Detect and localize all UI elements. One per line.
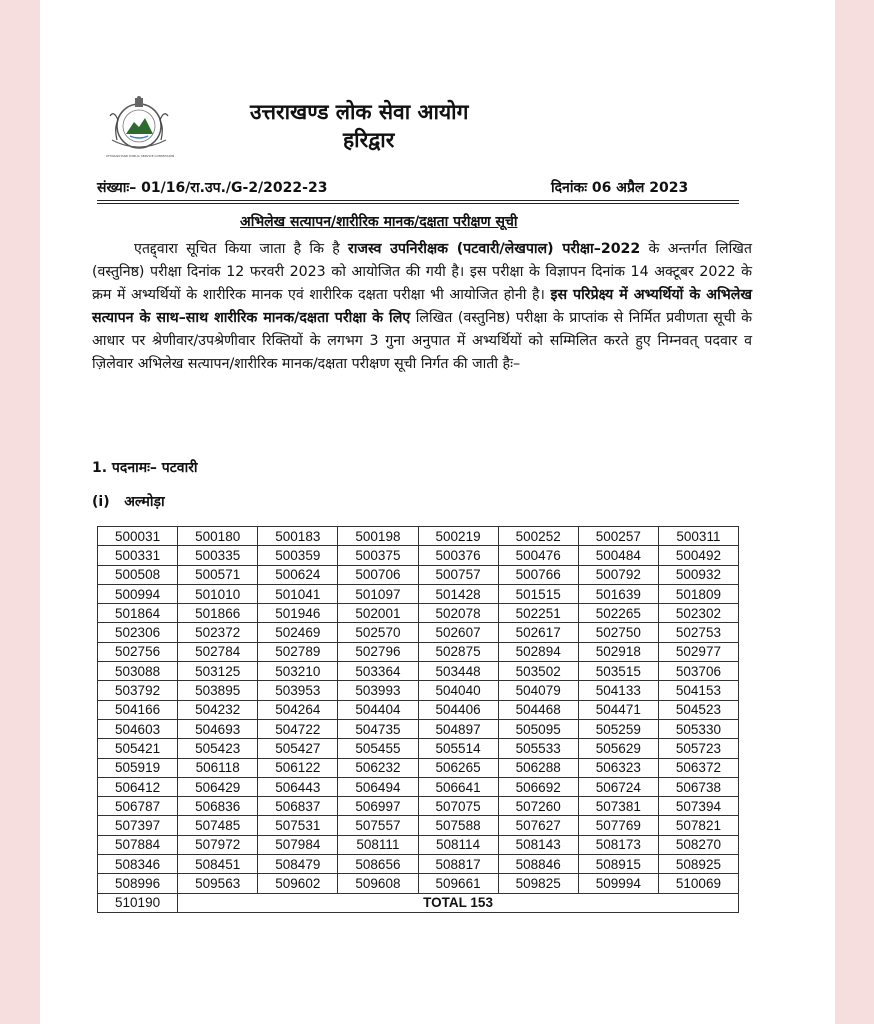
header-divider-second bbox=[97, 203, 739, 204]
roll-number-cell: 504603 bbox=[98, 719, 178, 738]
roll-number-cell: 506232 bbox=[338, 758, 418, 777]
roll-number-cell: 509608 bbox=[338, 874, 418, 893]
roll-number-cell: 506724 bbox=[578, 777, 658, 796]
roll-number-cell: 500183 bbox=[258, 527, 338, 546]
paragraph-text: एतद्द्वारा सूचित किया जाता है कि है bbox=[134, 241, 348, 257]
table-row bbox=[98, 642, 739, 661]
roll-number-cell: 500932 bbox=[658, 565, 738, 584]
roll-number-cell: 502784 bbox=[178, 642, 258, 661]
commission-emblem-icon bbox=[104, 96, 174, 154]
table-row bbox=[98, 681, 739, 700]
roll-number-cell: 501097 bbox=[338, 584, 418, 603]
table-row bbox=[98, 816, 739, 835]
table-row bbox=[98, 835, 739, 854]
roll-number-cell: 500331 bbox=[98, 546, 178, 565]
roll-number-cell: 507531 bbox=[258, 816, 338, 835]
roll-number-cell: 506837 bbox=[258, 797, 338, 816]
roll-number-cell: 506641 bbox=[418, 777, 498, 796]
roll-number-cell: 500757 bbox=[418, 565, 498, 584]
roll-number-cell: 500252 bbox=[498, 527, 578, 546]
roll-number-cell: 502372 bbox=[178, 623, 258, 642]
organization-place: हरिद्वार bbox=[343, 128, 395, 152]
roll-number-cell: 508817 bbox=[418, 855, 498, 874]
roll-number-cell: 507394 bbox=[658, 797, 738, 816]
table-row bbox=[98, 662, 739, 681]
roll-number-cell: 502469 bbox=[258, 623, 338, 642]
roll-number-cell: 502753 bbox=[658, 623, 738, 642]
roll-number-cell: 500484 bbox=[578, 546, 658, 565]
notice-paragraph bbox=[92, 238, 752, 376]
roll-number-cell: 508479 bbox=[258, 855, 338, 874]
roll-number-cell: 504040 bbox=[418, 681, 498, 700]
roll-number-cell: 502750 bbox=[578, 623, 658, 642]
roll-number-table bbox=[97, 526, 739, 913]
roll-number-cell: 506738 bbox=[658, 777, 738, 796]
roll-number-cell: 502078 bbox=[418, 604, 498, 623]
roll-number-cell: 508915 bbox=[578, 855, 658, 874]
paragraph-bold-exam: राजस्व उपनिरीक्षक (पटवारी/लेखपाल) परीक्षा–2022 bbox=[348, 241, 641, 257]
roll-number-cell: 503502 bbox=[498, 662, 578, 681]
roll-number-cell: 500180 bbox=[178, 527, 258, 546]
table-row bbox=[98, 719, 739, 738]
roll-number-cell: 501639 bbox=[578, 584, 658, 603]
roll-number-cell: 508846 bbox=[498, 855, 578, 874]
roll-number-cell: 505629 bbox=[578, 739, 658, 758]
table-row bbox=[98, 797, 739, 816]
roll-number-cell: 509825 bbox=[498, 874, 578, 893]
roll-number-cell: 502617 bbox=[498, 623, 578, 642]
roll-number-cell: 504232 bbox=[178, 700, 258, 719]
roll-number-cell: 507984 bbox=[258, 835, 338, 854]
roll-number-cell: 506372 bbox=[658, 758, 738, 777]
roll-number-cell: 500508 bbox=[98, 565, 178, 584]
roll-number-cell: 502875 bbox=[418, 642, 498, 661]
roll-number-cell: 507588 bbox=[418, 816, 498, 835]
roll-number-cell: 509661 bbox=[418, 874, 498, 893]
roll-number-cell: 507075 bbox=[418, 797, 498, 816]
roll-number-cell: 503125 bbox=[178, 662, 258, 681]
roll-number-cell: 508173 bbox=[578, 835, 658, 854]
roll-number-cell: 502265 bbox=[578, 604, 658, 623]
roll-number-cell: 508656 bbox=[338, 855, 418, 874]
roll-number-cell: 504133 bbox=[578, 681, 658, 700]
roll-number-cell: 508346 bbox=[98, 855, 178, 874]
roll-number-cell: 504735 bbox=[338, 719, 418, 738]
paragraph-text: लिखित (वस्तुनिष्ठ) परीक्षा के प्राप्तांक से निर्मित प्रवीणता सूची के आधार पर श्रेणीवार/उपश्रेणीवार रिक्तियों के लगभग 3 गुना अनुपात में अभ्यर्थियों को सम्मिलित करते हुए निम्नवत् पदवार व ज़िलेवार अभिलेख सत्यापन/शारीरिक मानक/दक्षता परीक्षण सूची निर्गत की जाती हैः– bbox=[92, 310, 752, 372]
roll-number-cell: 502789 bbox=[258, 642, 338, 661]
roll-number-cell: 506443 bbox=[258, 777, 338, 796]
table-row bbox=[98, 758, 739, 777]
roll-number-cell: 505533 bbox=[498, 739, 578, 758]
roll-number-cell: 507627 bbox=[498, 816, 578, 835]
roll-number-cell: 506265 bbox=[418, 758, 498, 777]
roll-number-cell: 502302 bbox=[658, 604, 738, 623]
roll-number-cell: 507972 bbox=[178, 835, 258, 854]
roll-number-cell: 503993 bbox=[338, 681, 418, 700]
roll-number-cell: 508270 bbox=[658, 835, 738, 854]
roll-number-cell: 505455 bbox=[338, 739, 418, 758]
roll-number-cell: 502251 bbox=[498, 604, 578, 623]
total-count: TOTAL 153 bbox=[178, 893, 739, 912]
roll-number-cell: 506118 bbox=[178, 758, 258, 777]
roll-number-cell: 508143 bbox=[498, 835, 578, 854]
roll-number-cell: 507769 bbox=[578, 816, 658, 835]
roll-number-cell: 508925 bbox=[658, 855, 738, 874]
table-row bbox=[98, 855, 739, 874]
post-heading: 1. पदनामः– पटवारी bbox=[92, 460, 198, 476]
roll-number-cell: 501515 bbox=[498, 584, 578, 603]
notice-date: दिनांकः 06 अप्रैल 2023 bbox=[551, 180, 689, 196]
roll-number-cell: 502796 bbox=[338, 642, 418, 661]
table-row bbox=[98, 739, 739, 758]
roll-number-cell: 505330 bbox=[658, 719, 738, 738]
roll-number-cell: 500198 bbox=[338, 527, 418, 546]
roll-number-cell: 501946 bbox=[258, 604, 338, 623]
roll-number-cell: 500219 bbox=[418, 527, 498, 546]
table-row bbox=[98, 527, 739, 546]
roll-number-cell: 506997 bbox=[338, 797, 418, 816]
roll-number-cell: 505723 bbox=[658, 739, 738, 758]
roll-number-cell: 502977 bbox=[658, 642, 738, 661]
roll-number-cell: 503895 bbox=[178, 681, 258, 700]
roll-number-cell: 510069 bbox=[658, 874, 738, 893]
roll-number-cell: 502918 bbox=[578, 642, 658, 661]
roll-number-cell: 507884 bbox=[98, 835, 178, 854]
roll-number-cell: 505421 bbox=[98, 739, 178, 758]
roll-number-cell: 503088 bbox=[98, 662, 178, 681]
roll-number-cell: 507485 bbox=[178, 816, 258, 835]
roll-number-cell: 509994 bbox=[578, 874, 658, 893]
paragraph-bold-context: इस परिप्रेक्ष्य में अभ्यर्थियों के अभिलेख सत्यापन के साथ–साथ शारीरिक मानक/दक्षता परीक्षा के लिए bbox=[92, 287, 752, 326]
roll-number-cell: 501041 bbox=[258, 584, 338, 603]
reference-number: संख्याः– 01/16/रा.उप./G-2/2022-23 bbox=[97, 180, 328, 196]
roll-number-cell: 501864 bbox=[98, 604, 178, 623]
roll-number-cell: 506323 bbox=[578, 758, 658, 777]
district-heading: (i) अल्मोड़ा bbox=[92, 494, 165, 510]
roll-number-cell: 503448 bbox=[418, 662, 498, 681]
roll-number-cell: 503706 bbox=[658, 662, 738, 681]
roll-number-cell: 500359 bbox=[258, 546, 338, 565]
roll-number-cell: 508996 bbox=[98, 874, 178, 893]
roll-number-cell: 505259 bbox=[578, 719, 658, 738]
organization-name: उत्तराखण्ड लोक सेवा आयोग bbox=[250, 100, 469, 124]
roll-number-cell: 504897 bbox=[418, 719, 498, 738]
roll-number-cell: 509563 bbox=[178, 874, 258, 893]
table-row bbox=[98, 565, 739, 584]
roll-number-cell: 503515 bbox=[578, 662, 658, 681]
roll-number-cell: 503953 bbox=[258, 681, 338, 700]
roll-number-cell: 507821 bbox=[658, 816, 738, 835]
roll-number-cell: 500571 bbox=[178, 565, 258, 584]
roll-number-cell: 503210 bbox=[258, 662, 338, 681]
roll-number-cell: 506692 bbox=[498, 777, 578, 796]
table-row bbox=[98, 777, 739, 796]
roll-number-cell: 500492 bbox=[658, 546, 738, 565]
roll-number-cell: 508451 bbox=[178, 855, 258, 874]
header-divider bbox=[97, 200, 739, 201]
roll-number-cell: 500311 bbox=[658, 527, 738, 546]
table-row bbox=[98, 700, 739, 719]
table-row bbox=[98, 604, 739, 623]
roll-number-cell: 507397 bbox=[98, 816, 178, 835]
roll-number-cell: 506836 bbox=[178, 797, 258, 816]
roll-number-cell: 508114 bbox=[418, 835, 498, 854]
table-total-row bbox=[98, 893, 739, 912]
paragraph-text: के अन्तर्गत लिखित (वस्तुनिष्ठ) परीक्षा दिनांक 12 फरवरी 2023 को आयोजित की गयी है। इस परीक्षा के विज्ञापन दिनांक 14 अक्टूबर 2022 के क्रम में अभ्यर्थियों के शारीरिक मानक एवं शारीरिक दक्षता परीक्षा भी आयोजित होनी है। bbox=[92, 241, 752, 303]
roll-number-cell: 501809 bbox=[658, 584, 738, 603]
roll-number-cell: 502894 bbox=[498, 642, 578, 661]
roll-number-cell: 506122 bbox=[258, 758, 338, 777]
roll-number-cell: 505427 bbox=[258, 739, 338, 758]
roll-number-cell: 502756 bbox=[98, 642, 178, 661]
roll-number-cell: 504079 bbox=[498, 681, 578, 700]
roll-number-cell: 500257 bbox=[578, 527, 658, 546]
logo-caption: UTTARAKHAND PUBLIC SERVICE COMMISSION bbox=[105, 154, 175, 158]
roll-number-cell: 505095 bbox=[498, 719, 578, 738]
roll-number-cell: 505514 bbox=[418, 739, 498, 758]
roll-number-cell: 503364 bbox=[338, 662, 418, 681]
roll-number-cell: 500375 bbox=[338, 546, 418, 565]
notice-subject: अभिलेख सत्यापन/शारीरिक मानक/दक्षता परीक्षण सूची bbox=[240, 214, 518, 230]
roll-number-cell: 504523 bbox=[658, 700, 738, 719]
roll-number-cell: 506288 bbox=[498, 758, 578, 777]
roll-number-cell: 500792 bbox=[578, 565, 658, 584]
roll-number-cell: 507381 bbox=[578, 797, 658, 816]
roll-number-cell: 506412 bbox=[98, 777, 178, 796]
roll-number-cell: 509602 bbox=[258, 874, 338, 893]
roll-number-cell: 500706 bbox=[338, 565, 418, 584]
roll-number-cell: 502001 bbox=[338, 604, 418, 623]
roll-number-cell: 500766 bbox=[498, 565, 578, 584]
table-row bbox=[98, 584, 739, 603]
roll-number-cell: 506787 bbox=[98, 797, 178, 816]
roll-number-cell: 500476 bbox=[498, 546, 578, 565]
table-row bbox=[98, 623, 739, 642]
roll-number-cell: 507260 bbox=[498, 797, 578, 816]
roll-number-cell: 500031 bbox=[98, 527, 178, 546]
roll-number-cell: 504468 bbox=[498, 700, 578, 719]
roll-number-cell: 504264 bbox=[258, 700, 338, 719]
roll-number-cell: 500624 bbox=[258, 565, 338, 584]
roll-number-cell: 510190 bbox=[98, 893, 178, 912]
roll-number-cell: 502306 bbox=[98, 623, 178, 642]
roll-number-cell: 500376 bbox=[418, 546, 498, 565]
roll-number-cell: 504471 bbox=[578, 700, 658, 719]
roll-number-cell: 500994 bbox=[98, 584, 178, 603]
roll-number-cell: 508111 bbox=[338, 835, 418, 854]
roll-number-cell: 501866 bbox=[178, 604, 258, 623]
roll-number-cell: 504693 bbox=[178, 719, 258, 738]
roll-number-cell: 502607 bbox=[418, 623, 498, 642]
table-row bbox=[98, 874, 739, 893]
roll-number-cell: 504404 bbox=[338, 700, 418, 719]
roll-number-cell: 504153 bbox=[658, 681, 738, 700]
roll-number-cell: 501010 bbox=[178, 584, 258, 603]
roll-number-cell: 502570 bbox=[338, 623, 418, 642]
roll-number-cell: 505919 bbox=[98, 758, 178, 777]
roll-number-cell: 501428 bbox=[418, 584, 498, 603]
roll-number-cell: 507557 bbox=[338, 816, 418, 835]
roll-number-cell: 506494 bbox=[338, 777, 418, 796]
roll-number-cell: 505423 bbox=[178, 739, 258, 758]
roll-number-cell: 500335 bbox=[178, 546, 258, 565]
roll-number-cell: 504722 bbox=[258, 719, 338, 738]
roll-number-cell: 504166 bbox=[98, 700, 178, 719]
roll-number-cell: 504406 bbox=[418, 700, 498, 719]
roll-number-cell: 503792 bbox=[98, 681, 178, 700]
roll-number-cell: 506429 bbox=[178, 777, 258, 796]
table-row bbox=[98, 546, 739, 565]
